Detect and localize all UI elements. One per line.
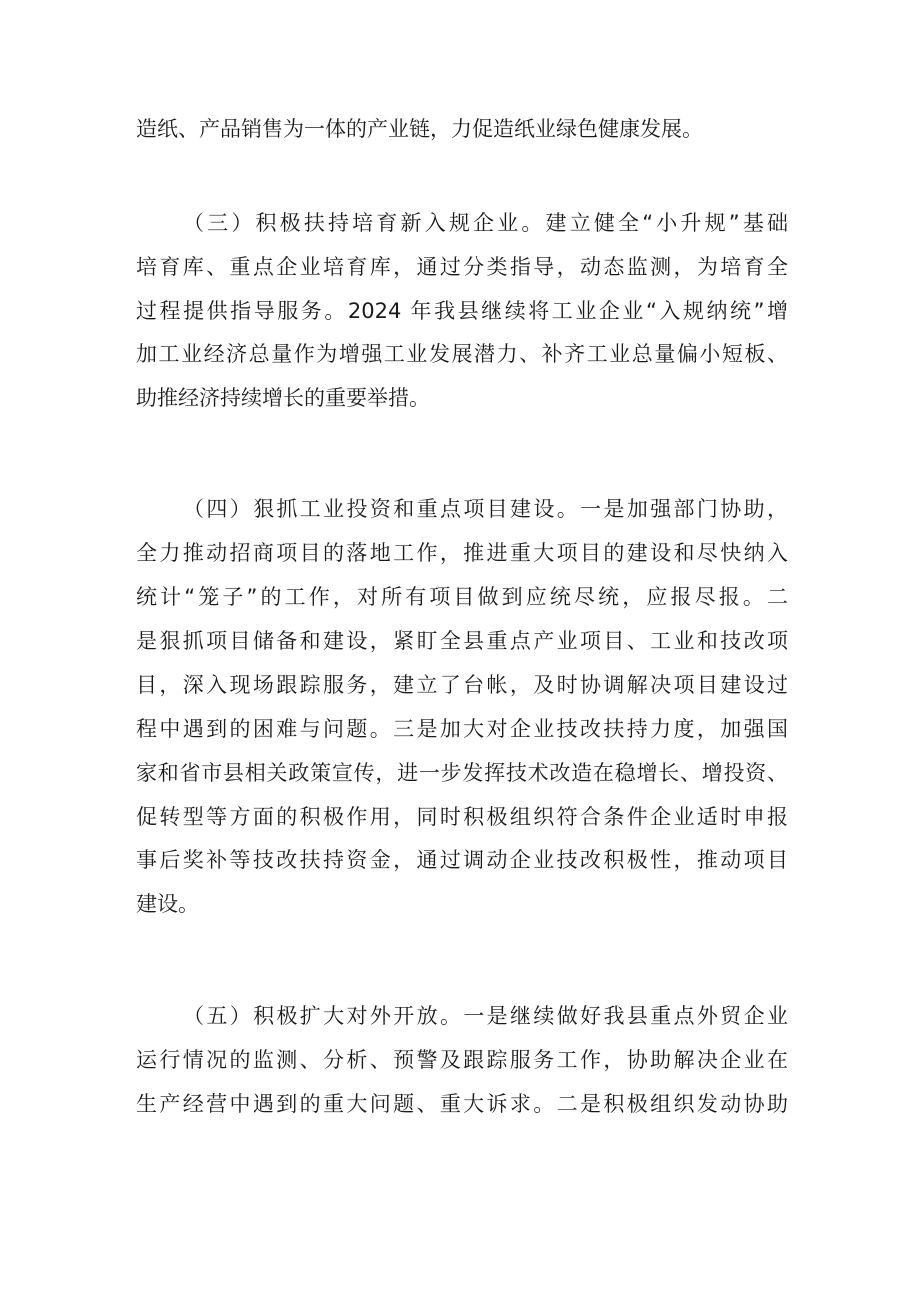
section-4-line-7: 家和省市县相关政策宣传，进一步发挥技术改造在稳增长、增投资、 bbox=[136, 761, 788, 785]
section-4-line-8: 促转型等方面的积极作用，同时积极组织符合条件企业适时申报 bbox=[136, 805, 788, 829]
section-5-heading-line: （五）积极扩大对外开放。一是继续做好我县重点外贸企业 bbox=[183, 1004, 788, 1028]
paragraph-continuation-line-1: 造纸、产品销售为一体的产业链，力促造纸业绿色健康发展。 bbox=[136, 117, 703, 141]
section-4-line-5: 目，深入现场跟踪服务，建立了台帐，及时协调解决项目建设过 bbox=[136, 673, 788, 697]
section-3-line-5: 助推经济持续增长的重要举措。 bbox=[136, 386, 430, 410]
section-4-line-2: 全力推动招商项目的落地工作，推进重大项目的建设和尽快纳入 bbox=[136, 541, 788, 565]
section-4-line-4: 是狠抓项目储备和建设，紧盯全县重点产业项目、工业和技改项 bbox=[136, 629, 788, 653]
section-4-heading-line: （四）狠抓工业投资和重点项目建设。一是加强部门协助， bbox=[183, 497, 788, 521]
section-5-line-3: 生产经营中遇到的重大问题、重大诉求。二是积极组织发动协助 bbox=[136, 1092, 788, 1116]
section-4-line-6: 程中遇到的困难与问题。三是加大对企业技改扶持力度，加强国 bbox=[136, 717, 788, 741]
section-4-line-9: 事后奖补等技改扶持资金，通过调动企业技改积极性，推动项目 bbox=[136, 848, 788, 872]
section-4-line-3: 统计“笼子”的工作，对所有项目做到应统尽统，应报尽报。二 bbox=[136, 585, 788, 609]
section-3-line-3: 过程提供指导服务。2024 年我县继续将工业企业“入规纳统”增 bbox=[136, 299, 788, 323]
section-5-line-2: 运行情况的监测、分析、预警及跟踪服务工作，协助解决企业在 bbox=[136, 1048, 788, 1072]
section-4-line-10: 建设。 bbox=[136, 892, 199, 916]
section-3-line-4: 加工业经济总量作为增强工业发展潜力、补齐工业总量偏小短板、 bbox=[136, 342, 788, 366]
section-3-line-2: 培育库、重点企业培育库，通过分类指导，动态监测，为培育全 bbox=[136, 255, 788, 279]
section-3-heading-line: （三）积极扶持培育新入规企业。建立健全“小升规”基础 bbox=[183, 211, 788, 235]
